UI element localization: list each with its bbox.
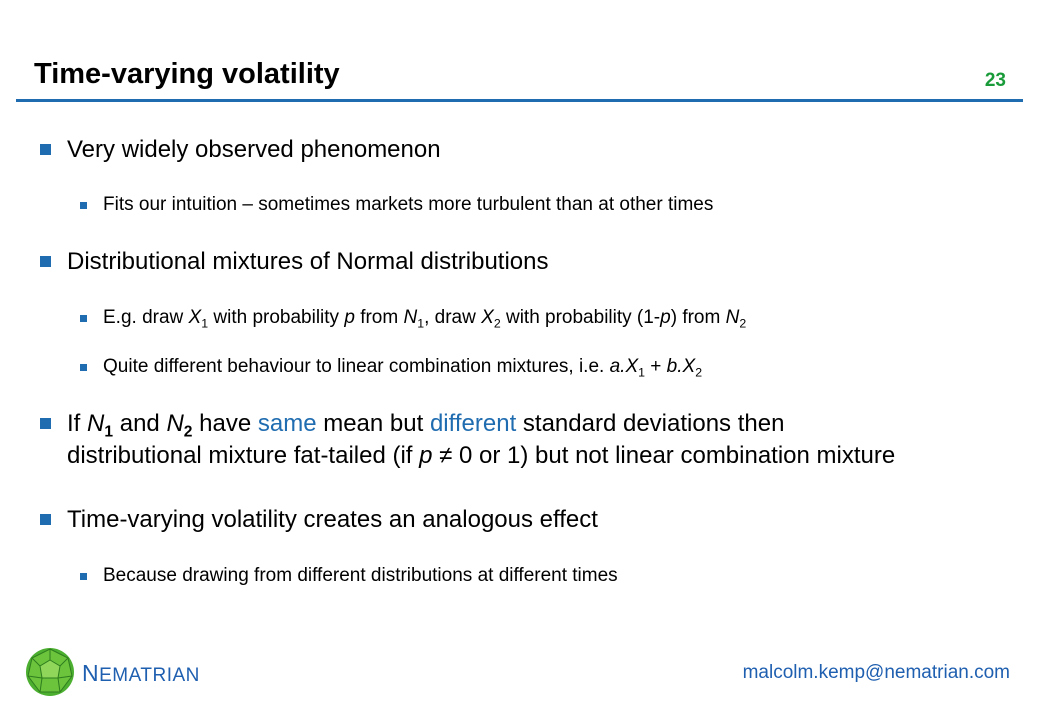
- bullet-2-2: [80, 354, 702, 380]
- sub-bullet-square-icon: [80, 315, 87, 322]
- bullet-4-1: [80, 563, 618, 589]
- bullet-2-text: Distributional mixtures of Normal distributions: [67, 248, 549, 275]
- bullet-3: [40, 408, 895, 472]
- bullet-1-1: [80, 192, 713, 218]
- bullet-square-icon: [40, 418, 51, 429]
- title-divider: [16, 99, 1023, 102]
- bullet-square-icon: [40, 514, 51, 525]
- bullet-3-text: If $N_1$ and $N_2$ have same mean but different standard deviations then distributional mixture fat-tailed (if p ≠ 0 or 1) but not linear combination mixture: [67, 410, 896, 469]
- bullet-2: [40, 246, 549, 278]
- sub-bullet-square-icon: [80, 364, 87, 371]
- sub-bullet-square-icon: [80, 573, 87, 580]
- bullet-2-2-text: Quite different behaviour to linear combination mixtures, i.e. $a.X_1 + b.X_2$: [103, 356, 703, 380]
- sub-bullet-square-icon: [80, 202, 87, 209]
- bullet-4-text: Time-varying volatility creates an analogous effect: [67, 506, 598, 533]
- bullet-square-icon: [40, 144, 51, 155]
- slide-number: 23: [984, 70, 1006, 91]
- bullet-1-text: Very widely observed phenomenon: [67, 136, 441, 163]
- bullet-2-1: [80, 305, 746, 331]
- bullet-4-1-text: Because drawing from different distributions at different times: [103, 565, 618, 586]
- contact-email[interactable]: malcolm.kemp@nematrian.com: [742, 662, 1010, 683]
- bullet-1-1-text: Fits our intuition – sometimes markets more turbulent than at other times: [103, 194, 714, 215]
- bullet-2-1-text: E.g. draw $X_1$ with probability p from $N_1$, draw $X_2$ with probability (1-p) from $N_2$: [103, 307, 747, 331]
- bullet-4: [40, 504, 598, 536]
- green-polyhedron-icon: [24, 646, 76, 698]
- slide-title: Time-varying volatility: [34, 58, 340, 90]
- bullet-square-icon: [40, 256, 51, 267]
- brand-name: NEMATRIAN: [82, 660, 200, 686]
- bullet-1: [40, 134, 441, 166]
